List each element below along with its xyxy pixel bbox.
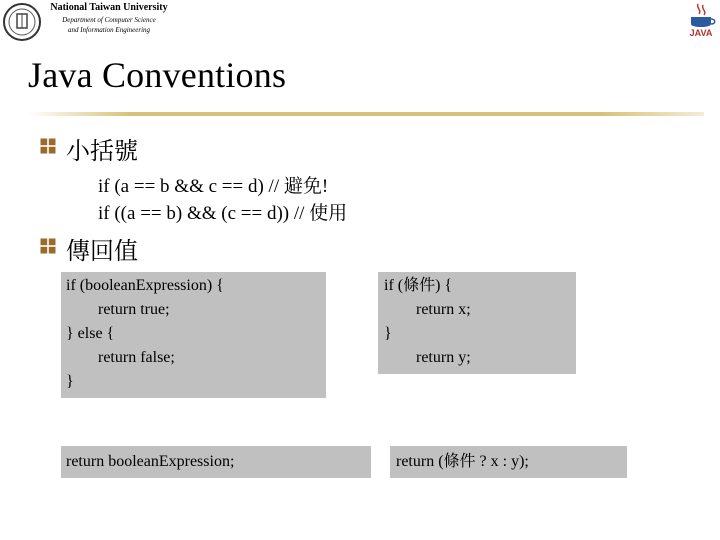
code-line-use: if ((a == b) && (c == d)) // 使用: [98, 203, 348, 224]
code-box-if-condition-text: if (條件) { return x; } return y;: [384, 277, 471, 366]
university-seal-icon: [2, 2, 42, 42]
code-box-return-ternary: [390, 446, 627, 478]
bullet-icon: [40, 138, 56, 154]
code-line-avoid: if (a == b && c == d) // 避免!: [98, 176, 329, 197]
code-box-return-expression: [61, 446, 371, 478]
code-box-return-expression-text: return booleanExpression;: [66, 453, 235, 470]
code-box-if-else-text: if (booleanExpression) { return true; } else { return false; }: [66, 277, 224, 390]
slide-title: Java Conventions: [28, 55, 287, 95]
code-box-return-ternary-text: return (條件 ? x : y);: [396, 453, 529, 470]
code-box-if-condition: [378, 272, 576, 374]
section-heading-return-value: 傳回值: [66, 239, 138, 265]
bullet-icon: [40, 238, 56, 254]
department-line-1: Department of Computer Science: [62, 16, 156, 24]
section-heading-parentheses: 小括號: [66, 139, 138, 165]
code-box-if-else: [61, 272, 326, 398]
title-divider: [28, 112, 704, 116]
java-logo-text: JAVA: [689, 28, 713, 38]
university-name: National Taiwan University: [50, 2, 168, 13]
department-line-2: and Information Engineering: [67, 26, 151, 34]
